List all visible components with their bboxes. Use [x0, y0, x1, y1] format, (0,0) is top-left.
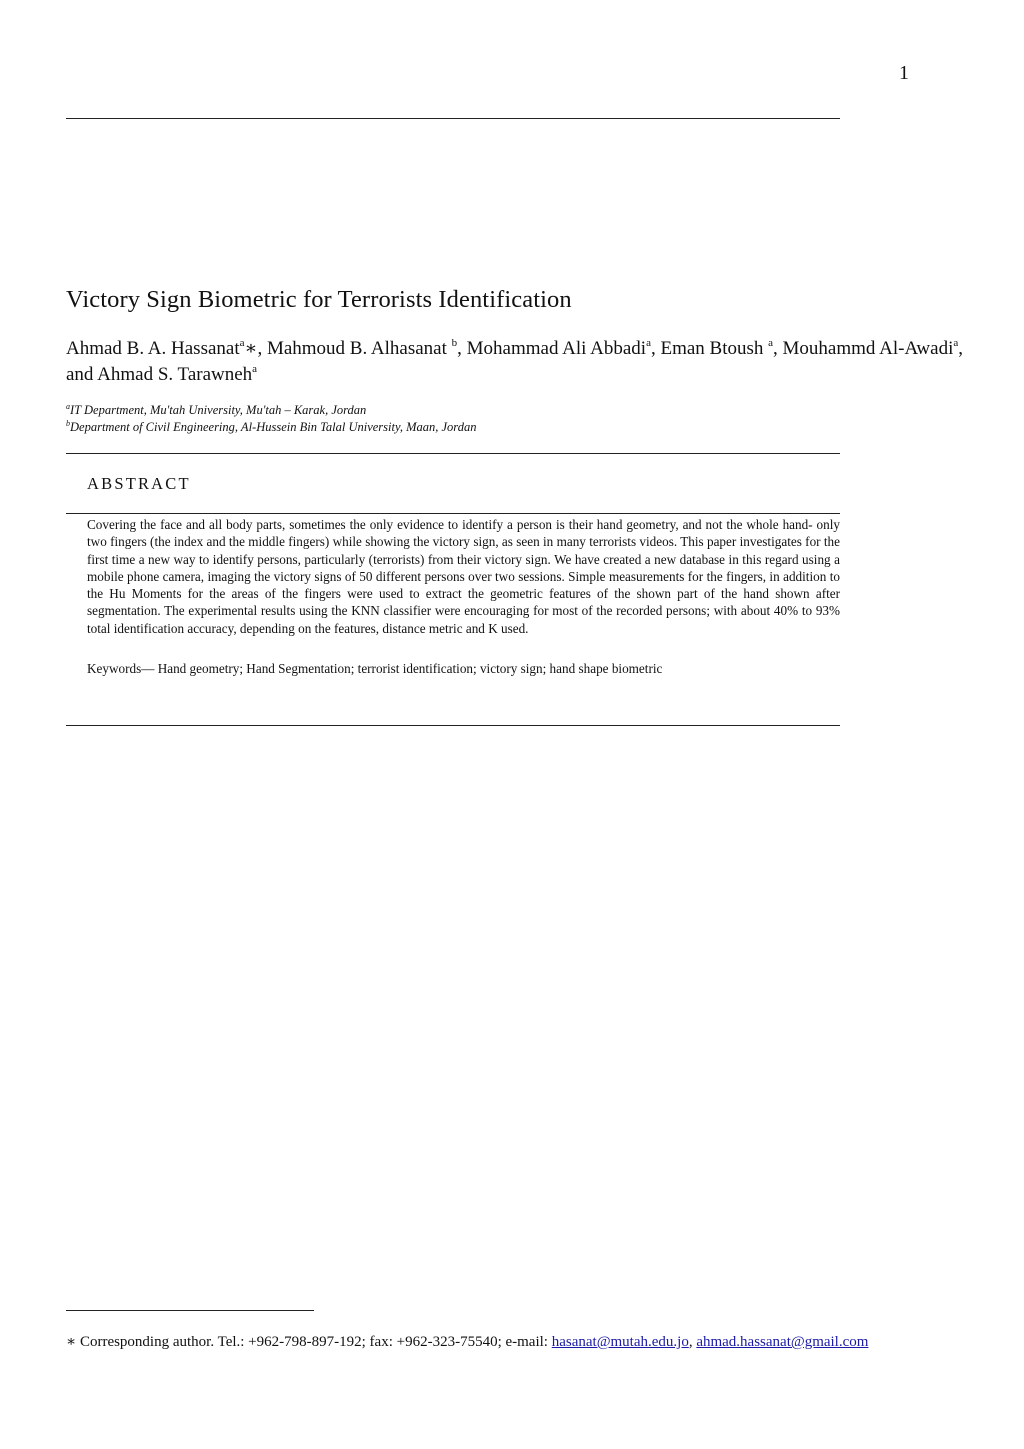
corresponding-mark: ∗: [244, 338, 258, 359]
front-matter-end-rule: [66, 725, 840, 726]
footnote-separator: ,: [688, 1334, 697, 1350]
affiliation-sup: a: [66, 402, 70, 411]
abstract-body: Covering the face and all body parts, sometimes the only evidence to identify a person is their hand geometry, and not the whole hand- only two fingers (the index and the middle fingers) while showing the victory sign, as seen in many terrorists videos. This paper investigates for the first time a new way to identify persons, particularly (terrorists) from their victory sign. We have created a new database in this regard using a mobile phone camera, imaging the victory signs of 50 different persons over two sessions. Simple measurements for the fingers, in addition to the Hu Moments for the areas of the fingers were used to extract the geometric features of the shown part of the hand shown after segmentation. The experimental results using the KNN classifier were encouraging for most of the recorded persons; with about 40% to 93% total identification accuracy, depending on the features, distance metric and K used.: [87, 517, 840, 636]
abstract-heading: ABSTRACT: [87, 474, 191, 493]
author-affil-sup: a: [646, 337, 651, 349]
author-affil-sup: a: [252, 363, 258, 375]
footnote: [66, 1332, 868, 1351]
author-name: Ahmad B. A. Hassanat: [66, 338, 240, 359]
author-affil-sup: a: [239, 337, 245, 349]
author-affil-sup: a: [768, 337, 774, 349]
abstract-rule: [66, 513, 840, 514]
affiliation-text: IT Department, Mu'tah University, Mu'tah – Karak, Jordan: [70, 403, 367, 417]
author-affil-sup: b: [451, 337, 458, 349]
email-link-mutah[interactable]: hasanat@mutah.edu.jo: [551, 1334, 689, 1350]
affiliation-b: [66, 420, 476, 435]
keywords: Keywords— Hand geometry; Hand Segmentation; terrorist identification; victory sign; hand shape biometric: [87, 661, 663, 676]
author-name: and Ahmad S. Tarawneh: [66, 364, 253, 385]
author-name: Eman Btoush: [660, 338, 769, 359]
affiliation-rule: [66, 453, 840, 454]
author-affil-sup: a: [953, 337, 959, 349]
footnote-rule: [66, 1310, 314, 1311]
header-rule: [66, 118, 840, 119]
email-link-gmail[interactable]: ahmad.hassanat@gmail.com: [696, 1334, 869, 1350]
author-separator: ,: [773, 338, 783, 359]
affiliation-sup: b: [66, 419, 70, 428]
author-separator: ,: [650, 338, 661, 359]
author-separator: ,: [457, 338, 467, 359]
author-name: Mohammad Ali Abbadi: [466, 338, 647, 359]
page-number: 1: [899, 62, 909, 84]
affiliation-a: [66, 403, 366, 418]
footnote-text: ∗ Corresponding author. Tel.: +962-798-897-192; fax: +962-323-75540; e-mail:: [66, 1334, 552, 1350]
author-list: [66, 336, 966, 388]
author-separator: ,: [257, 338, 267, 359]
paper-title: Victory Sign Biometric for Terrorists Identification: [66, 286, 572, 313]
author-separator: ,: [958, 338, 963, 359]
author-name: Mouhammd Al-Awadi: [782, 338, 954, 359]
affiliation-text: Department of Civil Engineering, Al-Hussein Bin Talal University, Maan, Jordan: [70, 420, 477, 434]
author-name: Mahmoud B. Alhasanat: [266, 338, 452, 359]
